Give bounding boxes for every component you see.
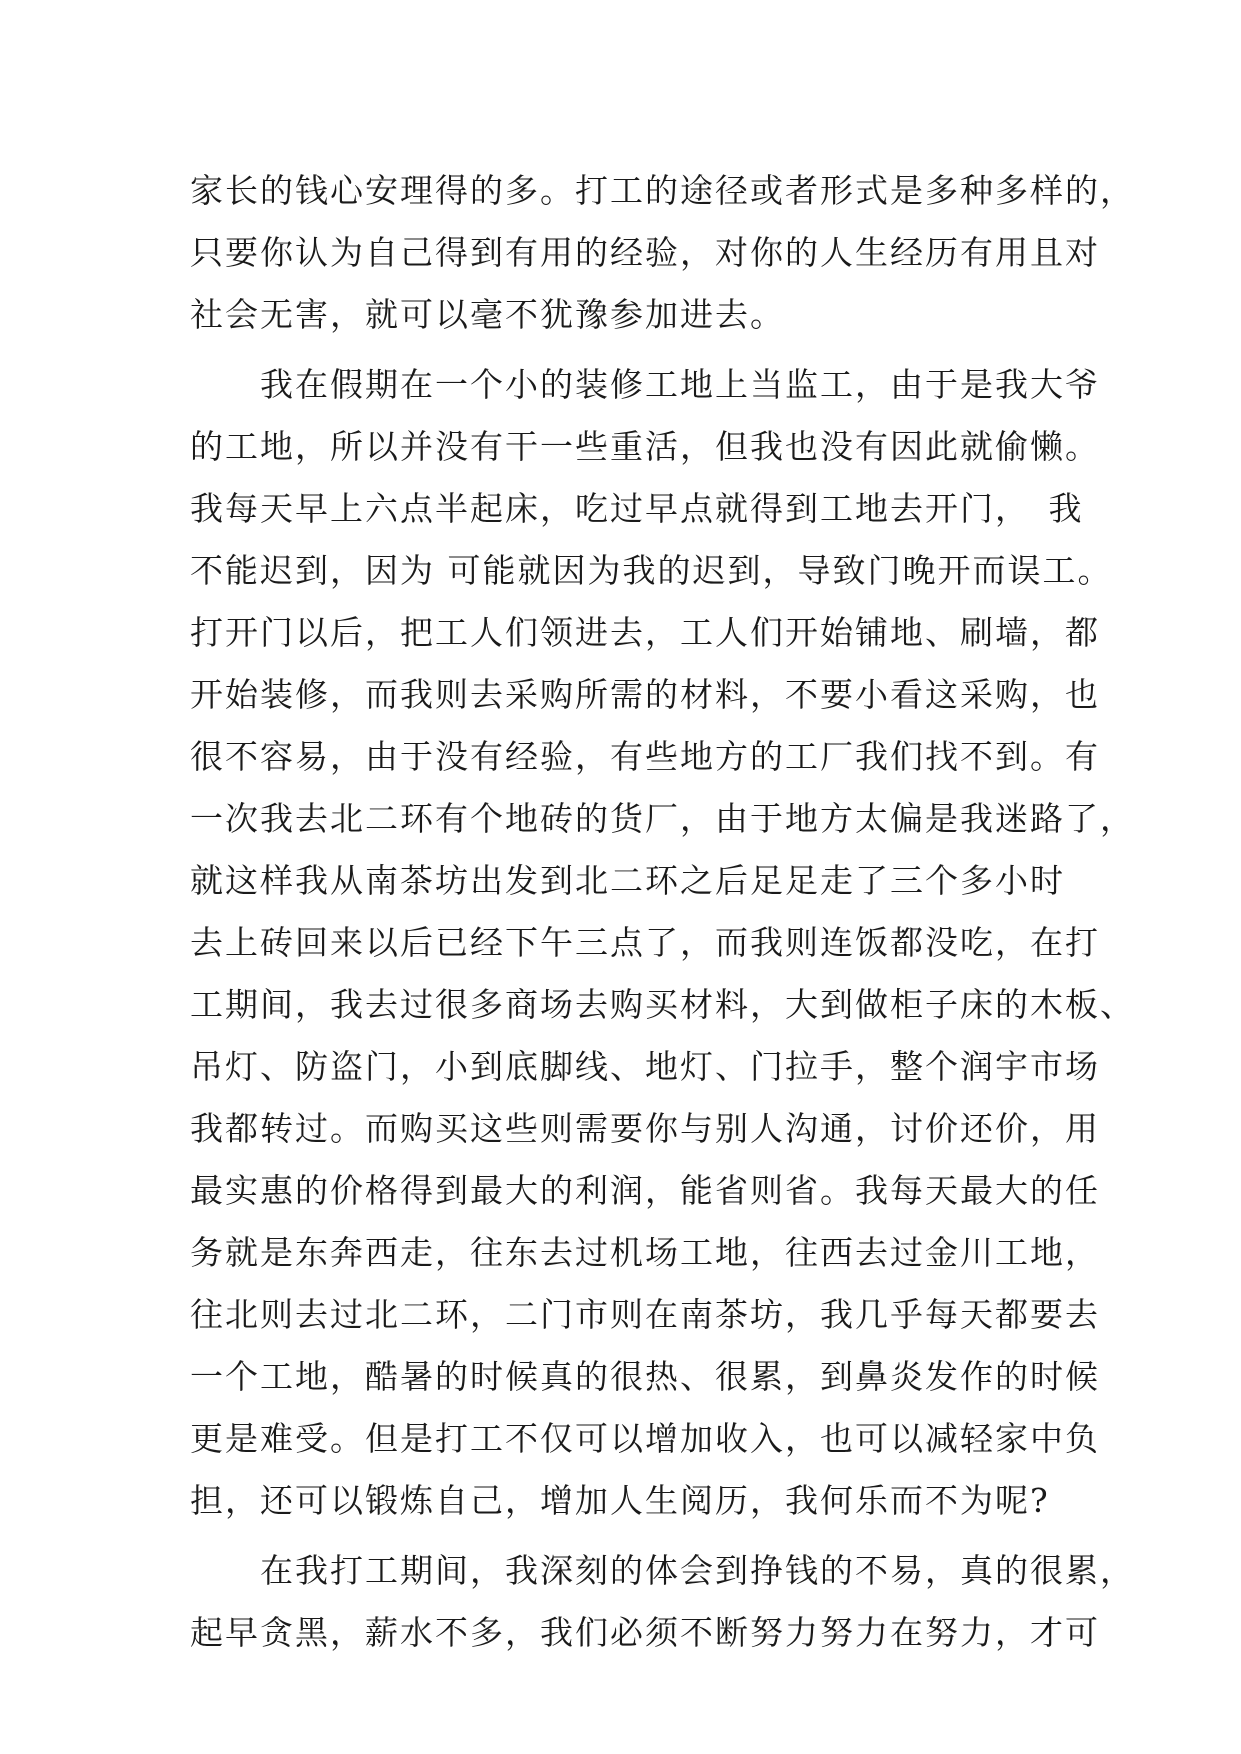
text-line: 最实惠的价格得到最大的利润，能省则省。我每天最大的任	[190, 1171, 1100, 1210]
text-line: 很不容易，由于没有经验，有些地方的工厂我们找不到。有	[190, 737, 1100, 776]
text-line: 的工地，所以并没有干一些重活，但我也没有因此就偷懒。	[190, 427, 1100, 466]
text-line: 起早贪黑，薪水不多，我们必须不断努力努力在努力，才可	[190, 1613, 1100, 1652]
text-line: 社会无害，就可以毫不犹豫参加进去。	[190, 295, 785, 334]
text-line: 吊灯、防盗门，小到底脚线、地灯、门拉手，整个润宇市场	[190, 1047, 1100, 1086]
text-line: 我都转过。而购买这些则需要你与别人沟通，讨价还价，用	[190, 1109, 1100, 1148]
text-line: 工期间，我去过很多商场去购买材料，大到做柜子床的木板、	[190, 985, 1135, 1024]
text-line: 更是难受。但是打工不仅可以增加收入，也可以减轻家中负	[190, 1419, 1100, 1458]
document-body	[190, 160, 1135, 1664]
text-line: 务就是东奔西走，往东去过机场工地，往西去过金川工地，	[190, 1233, 1100, 1272]
text-line: 开始装修，而我则去采购所需的材料，不要小看这采购，也	[190, 675, 1100, 714]
text-line: 就这样我从南茶坊出发到北二环之后足足走了三个多小时	[190, 861, 1065, 900]
paragraph-2	[190, 354, 1135, 1532]
text-line: 家长的钱心安理得的多。打工的途径或者形式是多种多样的，	[190, 171, 1135, 210]
paragraph-gap	[190, 1532, 1070, 1540]
paragraph-gap	[190, 346, 1070, 354]
text-line: 只要你认为自己得到有用的经验，对你的人生经历有用且对	[190, 233, 1100, 272]
text-line: 一个工地，酷暑的时候真的很热、很累，到鼻炎发作的时候	[190, 1357, 1100, 1396]
text-line: 去上砖回来以后已经下午三点了，而我则连饭都没吃，在打	[190, 923, 1100, 962]
paragraph-3	[190, 1540, 1135, 1664]
text-line: 一次我去北二环有个地砖的货厂，由于地方太偏是我迷路了，	[190, 799, 1135, 838]
text-line: 在我打工期间，我深刻的体会到挣钱的不易，真的很累，	[190, 1551, 1135, 1590]
text-line: 我在假期在一个小的装修工地上当监工，由于是我大爷	[190, 365, 1100, 404]
text-line: 往北则去过北二环，二门市则在南茶坊，我几乎每天都要去	[190, 1295, 1100, 1334]
text-line: 我每天早上六点半起床，吃过早点就得到工地去开门， 我	[190, 489, 1084, 528]
text-line: 打开门以后，把工人们领进去，工人们开始铺地、刷墙，都	[190, 613, 1100, 652]
text-line: 担，还可以锻炼自己，增加人生阅历，我何乐而不为呢?	[190, 1481, 1050, 1520]
paragraph-1	[190, 160, 1135, 346]
text-line: 不能迟到，因为 可能就因为我的迟到，导致门晚开而误工。	[190, 551, 1113, 590]
